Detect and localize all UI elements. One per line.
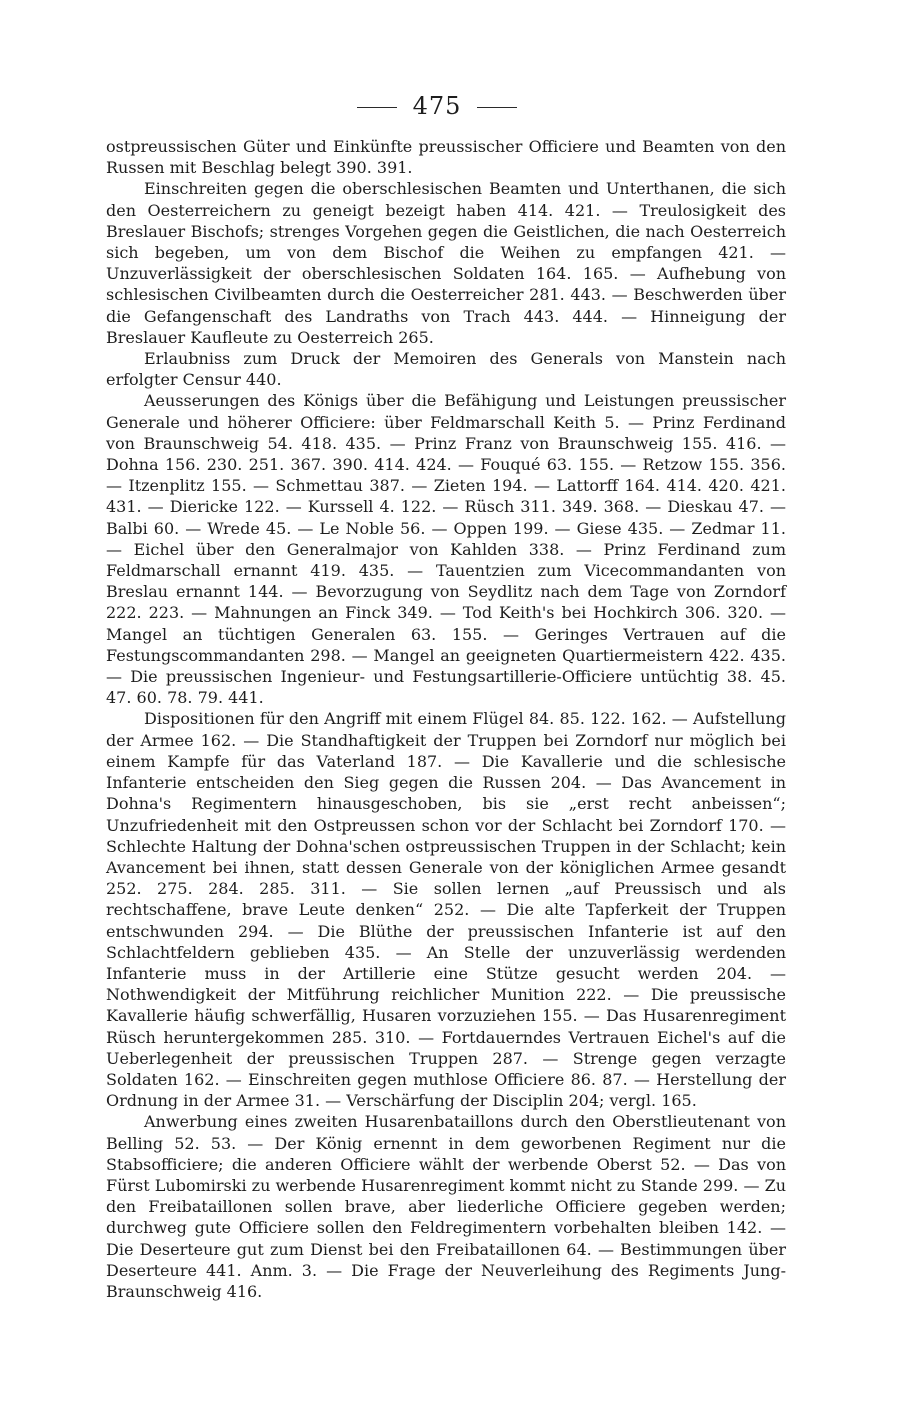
paragraph-4: Aeusserungen des Königs über die Befähigung und Leistungen preussischer Generale und höherer Officiere: über Feldmarschall Keith 5. — Prinz Ferdinand von Braunschweig 54. 418. 435. — Prinz Franz von Braunschweig 155. 416. — Dohna 156. 230. 251. 367. 390. 414. 424. — Fouqué 63. 155. — Retzow 155. 356. — Itzenplitz 155. — Schmettau 387. — Zieten 194. — Lattorff 164. 414. 420. 421. 431. — Diericke 122. — Kurssell 4. 122. — Rüsch 311. 349. 368. — Dieskau 47. — Balbi 60. — Wrede 45. — Le Noble 56. — Oppen 199. — Giese 435. — Zedmar 11. — Eichel über den Generalmajor von Kahlden 338. — Prinz Ferdinand zum Feldmarschall ernannt 419. 435. — Tauentzien zum Vicecommandanten von Breslau ernannt 144. — Bevorzugung von Seydlitz nach dem Tage von Zorndorf 222. 223. — Mahnungen an Finck 349. — Tod Keith's bei Hochkirch 306. 320. — Mangel an tüchtigen Generalen 63. 155. — Geringes Vertrauen auf die Festungscommandanten 298. — Mangel an geeigneten Quartiermeistern 422. 435. — Die preussischen Ingenieur- und Festungsartillerie-Officiere untüchtig 38. 45. 47. 60. 78. 79. 441. (106, 391, 786, 708)
paragraph-3: Erlaubniss zum Druck der Memoiren des Generals von Manstein nach erfolgter Censur 440. (106, 349, 786, 390)
paragraph-6: Anwerbung eines zweiten Husarenbataillons durch den Oberstlieutenant von Belling 52. 53. — Der König ernennt in dem geworbenen Regiment nur die Stabsofficiere; die anderen Officiere wählt der werbende Oberst 52. — Das von Fürst Lubomirski zu werbende Husarenregiment kommt nicht zu Stande 299. — Zu den Freibataillonen sollen brave, aber liederliche Officiere gegeben werden; durchweg gute Officiere sollen den Feldregimentern vorbehalten bleiben 142. — Die Deserteure gut zum Dienst bei den Freibataillonen 64. — Bestimmungen über Deserteure 441. Anm. 3. — Die Frage der Neuverleihung des Regiments Jung-Braunschweig 416. (106, 1112, 786, 1301)
paragraph-5: Dispositionen für den Angriff mit einem Flügel 84. 85. 122. 162. — Aufstellung der Armee 162. — Die Standhaftigkeit der Truppen bei Zorndorf nur möglich bei einem Kampfe für das Vaterland 187. — Die Kavallerie und die schlesische Infanterie entscheiden den Sieg gegen die Russen 204. — Das Avancement in Dohna's Regimentern hinausgeschoben, bis sie „erst recht anbeissen“; Unzufriedenheit mit den Ostpreussen schon vor der Schlacht bei Zorndorf 170. — Schlechte Haltung der Dohna'schen ostpreussischen Truppen in der Schlacht; kein Avancement bei ihnen, statt dessen Generale von der königlichen Armee gesandt 252. 275. 284. 285. 311. — Sie sollen lernen „auf Preussisch und als rechtschaffene, brave Leute denken“ 252. — Die alte Tapferkeit der Truppen entschwunden 294. — Die Blüthe der preussischen Infanterie ist auf den Schlachtfeldern geblieben 435. — An Stelle der unzuverlässig werdenden Infanterie muss in der Artillerie eine Stütze gesucht werden 204. — Nothwendigkeit der Mitführung reichlicher Munition 222. — Die preussische Kavallerie häufig schwerfällig, Husaren vorzuziehen 155. — Das Husarenregiment Rüsch heruntergekommen 285. 310. — Fortdauerndes Vertrauen Eichel's auf die Ueberlegenheit der preussischen Truppen 287. — Strenge gegen verzagte Soldaten 162. — Einschreiten gegen muthlose Officiere 86. 87. — Herstellung der Ordnung in der Armee 31. — Verschärfung der Disciplin 204; vergl. 165. (106, 709, 786, 1111)
page-number: 475 (412, 92, 462, 120)
body-text (106, 136, 786, 1302)
header-rule-left (357, 107, 397, 108)
paragraph-1: ostpreussischen Güter und Einkünfte preussischer Officiere und Beamten von den Russen mit Beschlag belegt 390. 391. (106, 137, 786, 178)
paragraph-2: Einschreiten gegen die oberschlesischen Beamten und Unterthanen, die sich den Oesterreichern zu geneigt bezeigt haben 414. 421. — Treulosigkeit des Breslauer Bischofs; strenges Vorgehen gegen die Geistlichen, die nach Oesterreich sich begeben, um von dem Bischof die Weihen zu empfangen 421. — Unzuverlässigkeit der oberschlesischen Soldaten 164. 165. — Aufhebung von schlesischen Civilbeamten durch die Oesterreicher 281. 443. — Beschwerden über die Gefangenschaft des Landraths von Trach 443. 444. — Hinneigung der Breslauer Kaufleute zu Oesterreich 265. (106, 179, 786, 347)
header-rule-right (477, 107, 517, 108)
page-header (0, 86, 900, 126)
